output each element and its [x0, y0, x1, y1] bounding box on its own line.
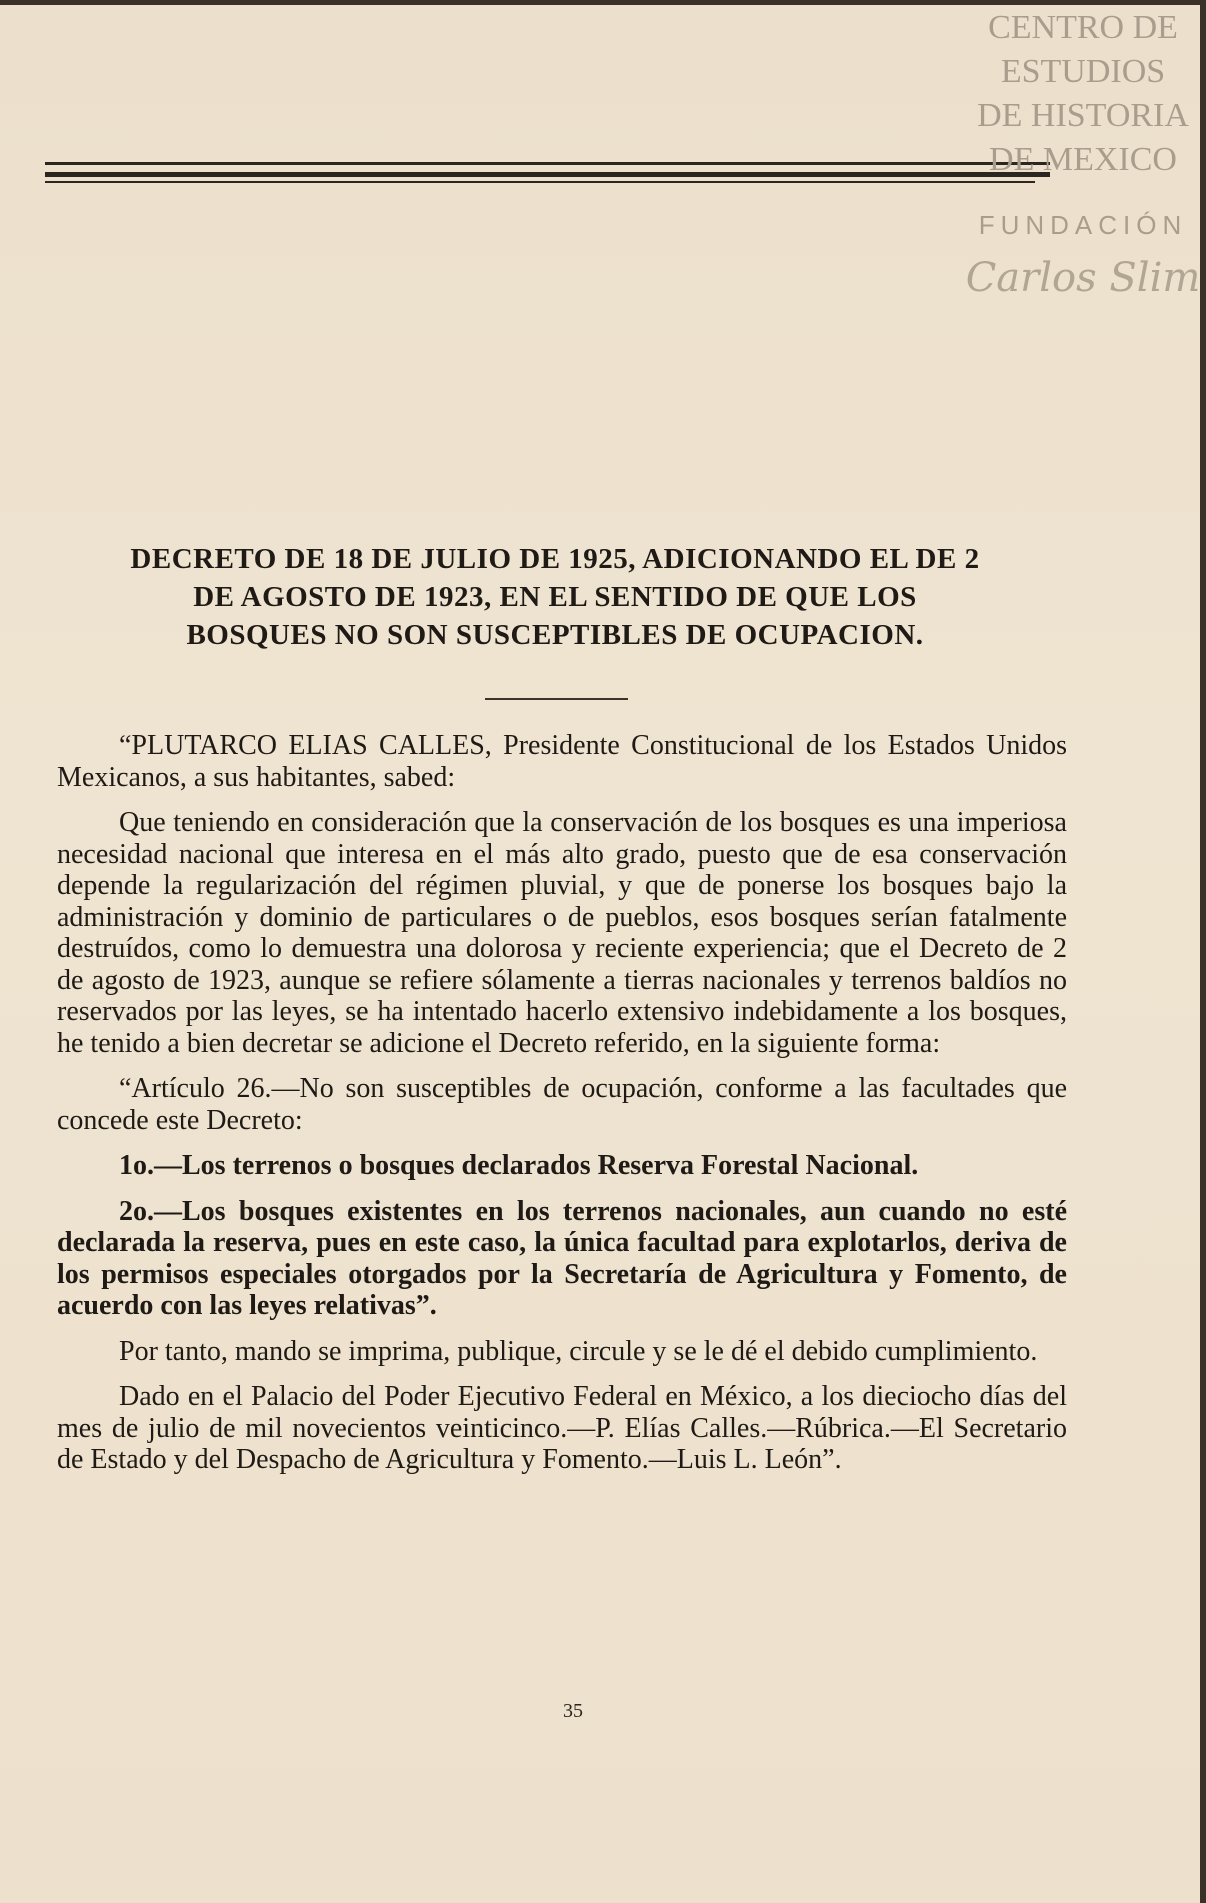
header-rule-middle: [45, 172, 1050, 177]
page-top-edge: [0, 0, 1206, 5]
watermark-line: DE MEXICO: [989, 141, 1177, 178]
paragraph-publication: Por tanto, mando se imprima, publique, circule y se le dé el debido cumplimiento.: [119, 1335, 1038, 1367]
watermark-stamp: [960, 6, 1206, 301]
watermark-line: DE HISTORIA: [977, 97, 1189, 134]
title-separator: [485, 698, 628, 700]
watermark-line: CENTRO DE: [988, 9, 1178, 46]
paragraph-signature: Dado en el Palacio del Poder Ejecutivo Federal en México, a los dieciocho días del mes de julio de mil novecientos veinticinco.—P. Elías Calles.—Rúbrica.—El Secretario de Estado y del Despacho de Agricultura y Fomento.—Luis L. León”.: [57, 1381, 1067, 1475]
title-line: DECRETO DE 18 DE JULIO DE 1925, ADICIONANDO EL DE 2: [130, 543, 980, 575]
paragraph-item-2: 2o.—Los bosques existentes en los terrenos nacionales, aun cuando no esté declarada la reserva, pues en este caso, la única facultad para explotarlos, deriva de los permisos especiales otorgados por la Secretaría de Agricultura y Fomento, de acuerdo con las leyes relativas”.: [57, 1195, 1067, 1321]
paragraph-considerations: Que teniendo en consideración que la conservación de los bosques es una imperiosa necesidad nacional que interesa en el más alto grado, puesto que de esa conservación depende la regularización del régimen pluvial, y que de ponerse los bosques bajo la administración y dominio de particulares o de pueblos, esos bosques serían fatalmente destruídos, como lo demuestra una dolorosa y reciente experiencia; que el Decreto de 2 de agosto de 1923, aunque se refiere sólamente a tierras nacionales y terrenos baldíos no reservados por las leyes, se ha intentado hacerlo extensivo indebidamente a los bosques, he tenido a bien decretar se adicione el Decreto referido, en la siguiente forma:: [57, 807, 1067, 1059]
header-rule-bottom: [45, 181, 1035, 183]
watermark-fundacion: FUNDACIÓN: [978, 210, 1188, 240]
header-rule-top: [45, 162, 1050, 165]
paragraph-article-26: “Artículo 26.—No son susceptibles de ocupación, conforme a las facultades que concede este Decreto:: [57, 1073, 1067, 1136]
paragraph-preamble: “PLUTARCO ELIAS CALLES, Presidente Constitucional de los Estados Unidos Mexicanos, a sus habitantes, sabed:: [57, 730, 1067, 793]
paragraph-item-1: 1o.—Los terrenos o bosques declarados Reserva Forestal Nacional.: [119, 1150, 919, 1181]
watermark-signature: Carlos Slim: [965, 255, 1201, 301]
document-title: [50, 540, 1060, 654]
document-body: [57, 730, 1067, 1490]
page-number: 35: [563, 1700, 583, 1722]
title-line: BOSQUES NO SON SUSCEPTIBLES DE OCUPACION.: [186, 619, 924, 651]
watermark-line: ESTUDIOS: [1000, 53, 1166, 90]
title-line: DE AGOSTO DE 1923, EN EL SENTIDO DE QUE LOS: [193, 581, 917, 613]
